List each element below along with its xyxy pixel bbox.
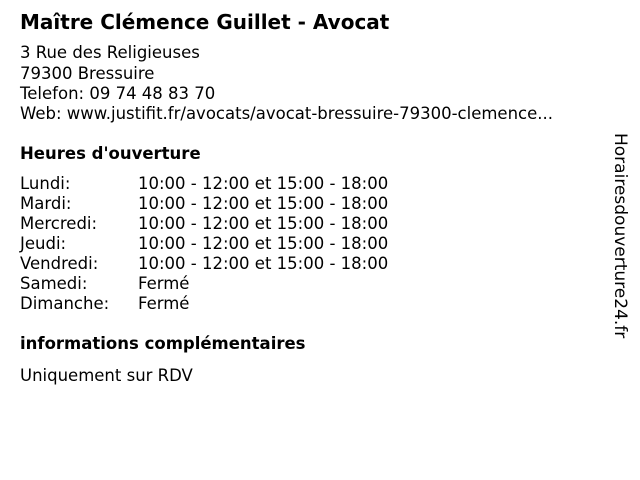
time-value: Fermé [138, 274, 190, 293]
day-label: Mardi: [20, 194, 72, 213]
day-label: Vendredi: [20, 254, 99, 273]
opening-hours-heading: Heures d'ouverture [20, 144, 201, 163]
time-value: 10:00 - 12:00 et 15:00 - 18:00 [138, 214, 389, 233]
time-value: Fermé [138, 294, 190, 313]
day-label: Samedi: [20, 274, 88, 293]
day-label: Jeudi: [20, 234, 67, 253]
time-value: 10:00 - 12:00 et 15:00 - 18:00 [138, 194, 389, 213]
additional-info-text: Uniquement sur RDV [20, 366, 193, 385]
web-link[interactable]: Web: www.justifit.fr/avocats/avocat-bressuire-79300-clemence... [20, 104, 553, 123]
address-line-1: 3 Rue des Religieuses [20, 43, 200, 62]
day-label: Lundi: [20, 174, 71, 193]
time-value: 10:00 - 12:00 et 15:00 - 18:00 [138, 234, 389, 253]
site-watermark: Horairesdouverture24.fr [610, 133, 630, 339]
business-title: Maître Clémence Guillet - Avocat [20, 10, 390, 34]
time-value: 10:00 - 12:00 et 15:00 - 18:00 [138, 174, 389, 193]
phone-line: Telefon: 09 74 48 83 70 [20, 84, 216, 103]
additional-info-heading: informations complémentaires [20, 334, 306, 353]
day-label: Dimanche: [20, 294, 110, 313]
day-label: Mercredi: [20, 214, 98, 233]
time-value: 10:00 - 12:00 et 15:00 - 18:00 [138, 254, 389, 273]
address-line-2: 79300 Bressuire [20, 64, 155, 83]
